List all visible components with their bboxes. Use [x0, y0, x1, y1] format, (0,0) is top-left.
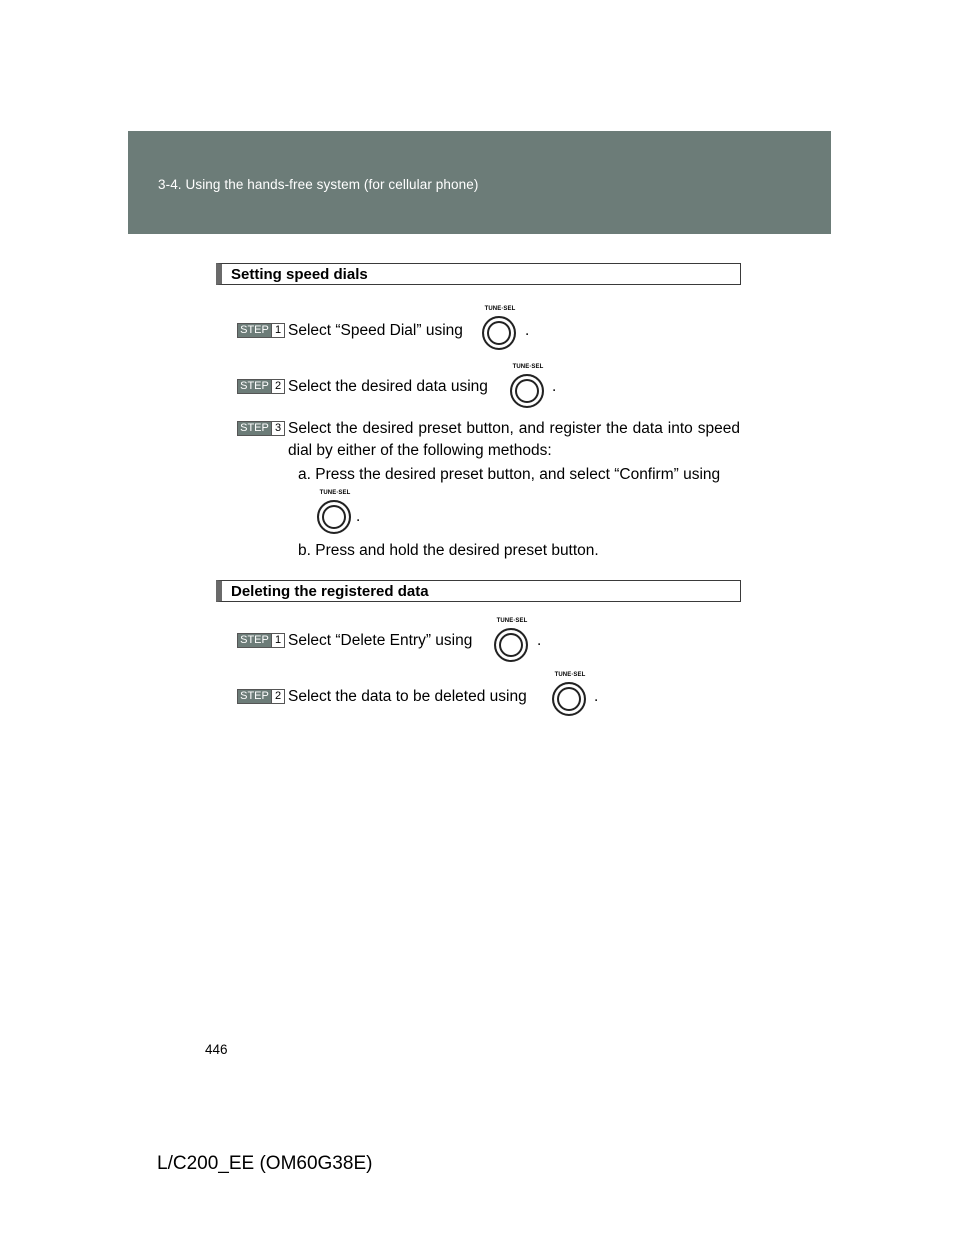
tune-sel-knob-icon: TUNE·SEL: [505, 364, 551, 416]
header-band: [128, 131, 831, 234]
step-text-tail: .: [537, 632, 542, 649]
page-number: 446: [205, 1042, 228, 1057]
tune-sel-knob-icon: TUNE·SEL: [547, 672, 593, 724]
step-text-tail: .: [552, 378, 557, 395]
tune-sel-knob-icon: TUNE·SEL: [312, 490, 358, 542]
section-path: 3-4. Using the hands-free system (for cellular phone): [158, 177, 479, 192]
method-a-text: a. Press the desired preset button, and select “Confirm” using: [298, 466, 721, 483]
step-badge: STEP 1: [237, 323, 285, 338]
step-badge: STEP 2: [237, 689, 285, 704]
step-badge: STEP 2: [237, 379, 285, 394]
step-text: Select “Delete Entry” using: [288, 632, 473, 649]
tune-sel-knob-icon: TUNE·SEL: [477, 306, 523, 358]
step-badge: STEP 1: [237, 633, 285, 648]
section-heading-setting-speed-dials: Setting speed dials: [216, 263, 741, 285]
step-text: Select the data to be deleted using: [288, 688, 527, 705]
step-text: Select the desired data using: [288, 378, 488, 395]
step-text: Select the desired preset button, and register the data into speed dial by either of the following methods:: [288, 420, 740, 459]
tune-sel-knob-icon: TUNE·SEL: [489, 618, 535, 670]
section-heading-deleting-registered-data: Deleting the registered data: [216, 580, 741, 602]
footer-model-code: L/C200_EE (OM60G38E): [157, 1153, 373, 1174]
method-b-text: b. Press and hold the desired preset button.: [298, 542, 599, 559]
step-text-tail: .: [594, 688, 599, 705]
step-badge: STEP 3: [237, 421, 285, 436]
step-text-tail: .: [525, 322, 530, 339]
step-text: Select “Speed Dial” using: [288, 322, 463, 339]
method-a-tail: .: [356, 508, 361, 525]
